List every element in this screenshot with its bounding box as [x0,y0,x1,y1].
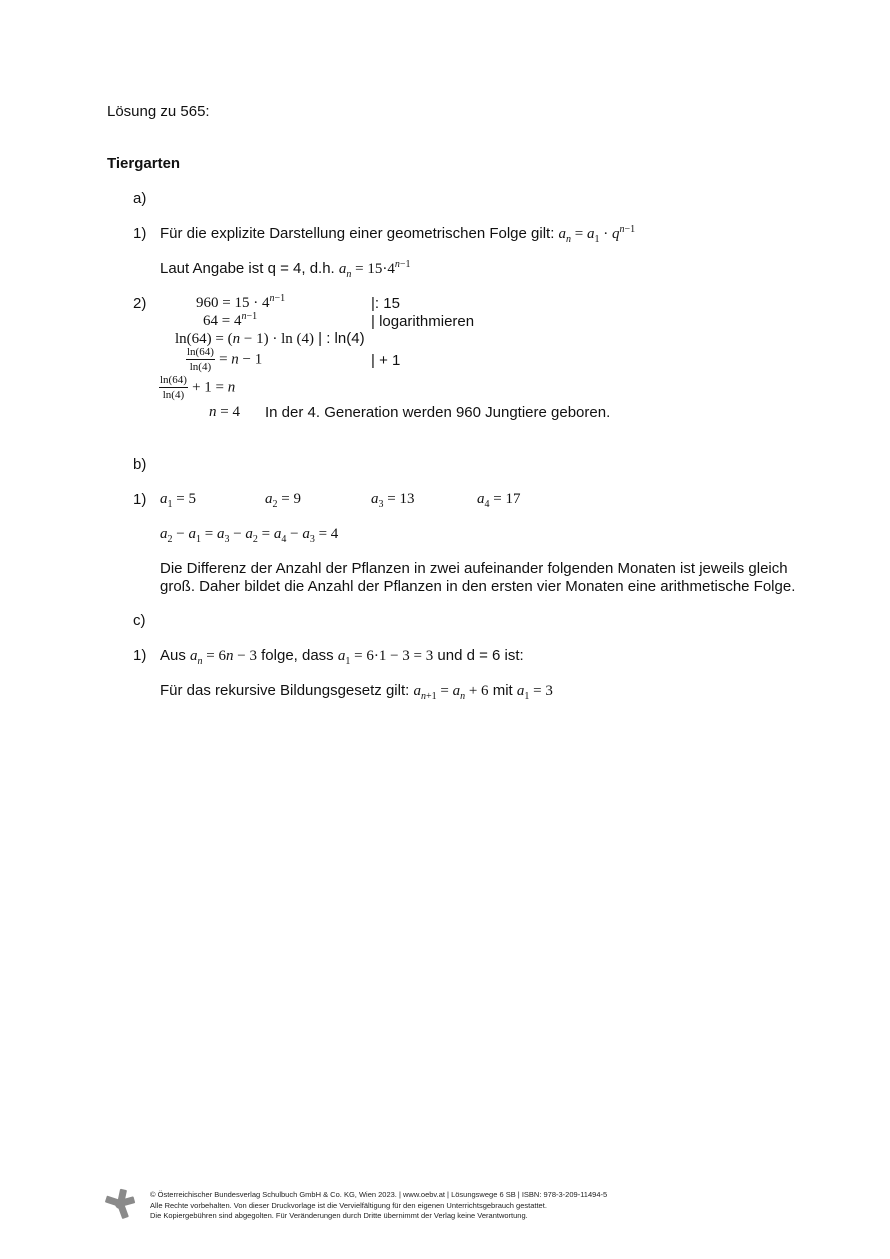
part-c-item1-text [160,647,524,667]
formula-an: $a_n = 6n - 3$ [190,648,257,667]
formula-start: $a_1 = 3$ [516,683,553,702]
part-b-item1-number: 1) [133,491,147,508]
formula-given: $a_n = 15\cdot 4^{n-1}$ [338,259,411,280]
part-c-label: c) [133,612,146,629]
word-folge: folge, dass [261,647,334,664]
oebv-asterisk-logo-icon [104,1188,136,1220]
part-a-item1-given [160,259,411,280]
equation-note-4: | + 1 [371,352,401,369]
equation-line-4: $\frac{\ln(64)}{\ln(4)}$ = n − 1 [187,346,263,374]
equation-result: n = 4 [209,404,240,420]
part-a-item1-text [160,224,636,245]
term-a1: $a_1 = 5$ [160,491,196,510]
part-b-label: b) [133,456,147,473]
footer-line-3: Die Kopiergebühren sind abgegolten. Für Veränderungen durch Dritte übernimmt der Verlag keine Verantwortung. [150,1211,528,1220]
word-und: und d = 6 ist: [437,647,524,664]
equation-note-3: | : ln(4) [318,330,365,347]
footer-line-1: © Österreichischer Bundesverlag Schulbuch GmbH & Co. KG, Wien 2023. | www.oebv.at | Lösungswege 6 SB | ISBN: 978-3-209-11494-5 [150,1190,608,1199]
word-mit: mit [492,682,513,699]
term-a4: $a_4 = 17$ [477,491,521,510]
part-a-item1-number: 1) [133,225,147,242]
part-a-conclusion: In der 4. Generation werden 960 Jungtiere geboren. [265,404,611,421]
part-c-item1-number: 1) [133,647,147,664]
given-text: Laut Angabe ist q = 4, d.h. [160,260,335,277]
footer-line-2: Alle Rechte vorbehalten. Von dieser Druckvorlage ist die Vervielfältigung für den eigenen Unterrichtsgebrauch gestattet. [150,1200,547,1210]
equation-line-3: ln(64) = (n − 1) · ln (4) | : ln(4) [175,330,365,347]
word-aus: Aus [160,647,186,664]
term-a3: $a_3 = 13$ [371,491,415,510]
footer [150,1190,607,1222]
part-b-paragraph-line-1: Die Differenz der Anzahl der Pflanzen in zwei aufeinander folgenden Monaten ist jeweils gleich [160,560,788,577]
formula-recursive: $a_{n+1} = a_n + 6$ [413,683,489,702]
term-a2: $a_2 = 9$ [265,491,301,510]
recursive-text: Für das rekursive Bildungsgesetz gilt: [160,682,410,699]
part-c-recursive [160,682,553,702]
formula-explicit: $a_n = a_1 \cdot q^{n-1}$ [558,224,636,245]
part-b-paragraph-line-2: groß. Daher bildet die Anzahl der Pflanzen in den ersten vier Monaten eine arithmetische Folge. [160,578,796,595]
equation-note-2: | logarithmieren [371,313,475,330]
solution-title: Lösung zu 565: [107,103,210,120]
section-heading: Tiergarten [107,155,181,172]
explicit-formula-text: Für die explizite Darstellung einer geometrischen Folge gilt: [160,225,555,242]
equation-line-2: $64 = 4^{n-1}$ [203,311,258,329]
equation-line-1: $960 = 15 \cdot 4^{n-1}$ [196,293,286,311]
part-a-label: a) [133,190,147,207]
difference-equation: $a_2 - a_1 = a_3 - a_2 = a_4 - a_3 = 4$ [160,526,339,545]
equation-line-5: $\frac{\ln(64)}{\ln(4)}$ + 1 = n [160,374,236,402]
part-a-item2-number: 2) [133,295,147,312]
equation-note-1: |: 15 [371,295,400,312]
formula-a1: $a_1 = 6\cdot 1 - 3 = 3$ [337,648,434,667]
